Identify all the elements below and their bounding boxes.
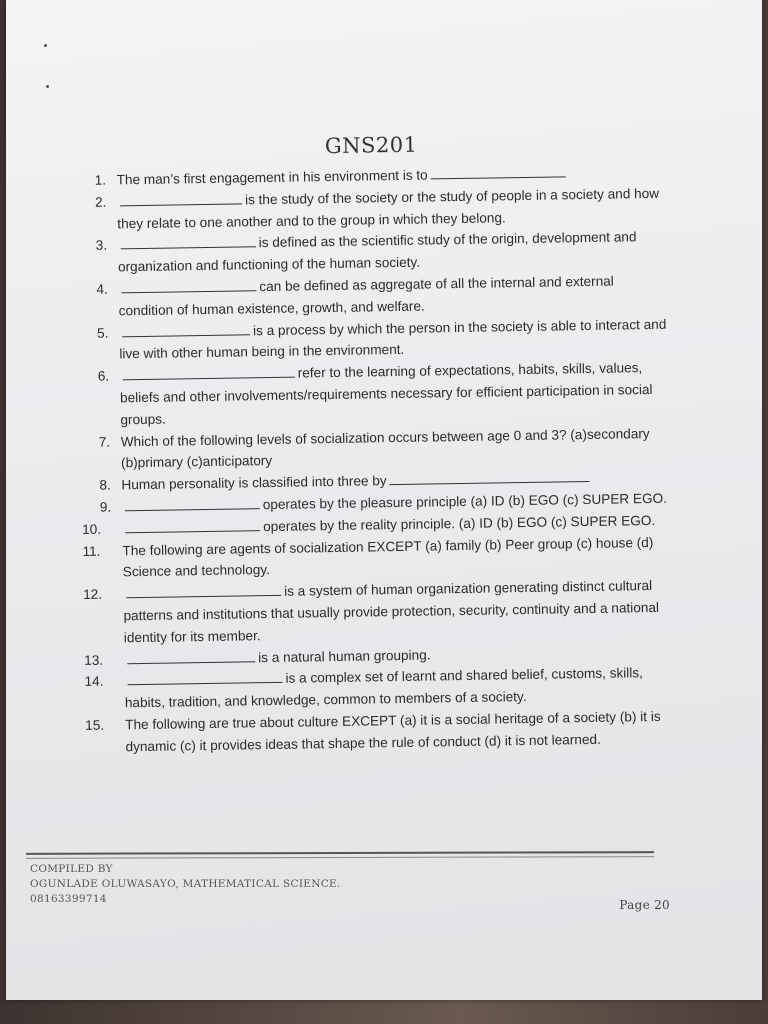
question-text: is defined as the scientific study of the origin, development and organization and functioning of the human society. <box>117 229 637 275</box>
question-text: operates by the reality principle. (a) ID (b) EGO (c) SUPER EGO. <box>263 512 656 534</box>
page-title: GNS201 <box>324 132 418 159</box>
question-number: 4. <box>96 281 108 297</box>
speck <box>44 44 47 47</box>
question-number: 6. <box>97 368 110 384</box>
phone-number: 08163399714 <box>30 893 107 905</box>
question-list <box>77 161 676 759</box>
question-text: operates by the pleasure principle (a) ID (b) EGO (c) SUPER EGO. <box>262 490 668 513</box>
question-number: 12. <box>83 586 103 603</box>
speck <box>46 85 49 88</box>
question-text: The following are true about culture EXCEPT (a) it is a social heritage of a society (b) it is dynamic (c) it provides ideas that shape the rule of conduct (d) it is not learned. <box>125 708 661 755</box>
question-number: 3. <box>95 237 108 254</box>
footer-divider <box>26 851 654 859</box>
answer-blank[interactable] <box>123 363 295 381</box>
question-text: The following are agents of socialization EXCEPT (a) family (b) Peer group (c) house (d) Science and technology. <box>122 534 654 580</box>
question-number: 14. <box>84 673 104 690</box>
question-text: can be defined as aggregate of all the internal and external condition of human existence, growth, and welfare. <box>118 273 614 319</box>
question-number: 9. <box>99 499 112 515</box>
answer-blank[interactable] <box>122 320 250 337</box>
question-number: 8. <box>99 477 111 493</box>
question-number: 2. <box>94 194 107 210</box>
answer-blank[interactable] <box>389 467 589 485</box>
footer <box>30 862 670 912</box>
question-text: is a natural human grouping. <box>258 647 431 665</box>
answer-blank[interactable] <box>121 233 256 250</box>
compiled-by-label: COMPILED BY <box>30 863 113 875</box>
question-text: The man’s first engagement in his environment is to <box>116 167 428 188</box>
question-text: is a system of human organization generating distinct cultural patterns and institutions that usually provide protection, security, continuity and a national identity for its member. <box>123 578 660 646</box>
question-number: 5. <box>96 325 109 341</box>
author-name: OGUNLADE OLUWASAYO, MATHEMATICAL SCIENCE. <box>30 878 341 890</box>
question-sheet <box>76 129 676 759</box>
question-12 <box>83 575 674 650</box>
answer-blank[interactable] <box>127 647 255 664</box>
question-number: 11. <box>82 543 101 559</box>
question-15 <box>85 706 676 759</box>
question-number: 15. <box>85 717 105 733</box>
answer-blank[interactable] <box>121 276 256 293</box>
question-text: refer to the learning of expectations, habits, skills, values, beliefs and other involvements/requirements necessary for efficient participation in social groups. <box>119 360 653 428</box>
question-number: 10. <box>82 521 102 537</box>
answer-blank[interactable] <box>125 494 260 511</box>
answer-blank[interactable] <box>126 581 281 598</box>
answer-blank[interactable] <box>431 162 566 179</box>
question-text: is the study of the society or the study of people in a society and how they relate to one another and to the group in which they belong. <box>117 185 660 231</box>
question-text: Human personality is classified into three by <box>121 473 387 493</box>
answer-blank[interactable] <box>125 516 260 533</box>
question-text: is a complex set of learnt and shared belief, customs, skills, habits, tradition, and knowledge, common to members of a society. <box>124 665 643 711</box>
question-text: Which of the following levels of socialization occurs between age 0 and 3? (a)secondary (b)primary (c)anticipatory <box>120 425 650 471</box>
answer-blank[interactable] <box>127 668 282 685</box>
question-number: 1. <box>94 172 107 188</box>
question-6 <box>80 357 671 432</box>
page-number: Page 20 <box>619 898 670 912</box>
paper-sheet <box>6 0 762 1000</box>
question-text: is a process by which the person in the society is able to interact and live with other human being in the environment. <box>119 316 667 362</box>
answer-blank[interactable] <box>120 189 242 206</box>
question-number: 13. <box>84 652 104 668</box>
question-number: 7. <box>98 434 111 450</box>
